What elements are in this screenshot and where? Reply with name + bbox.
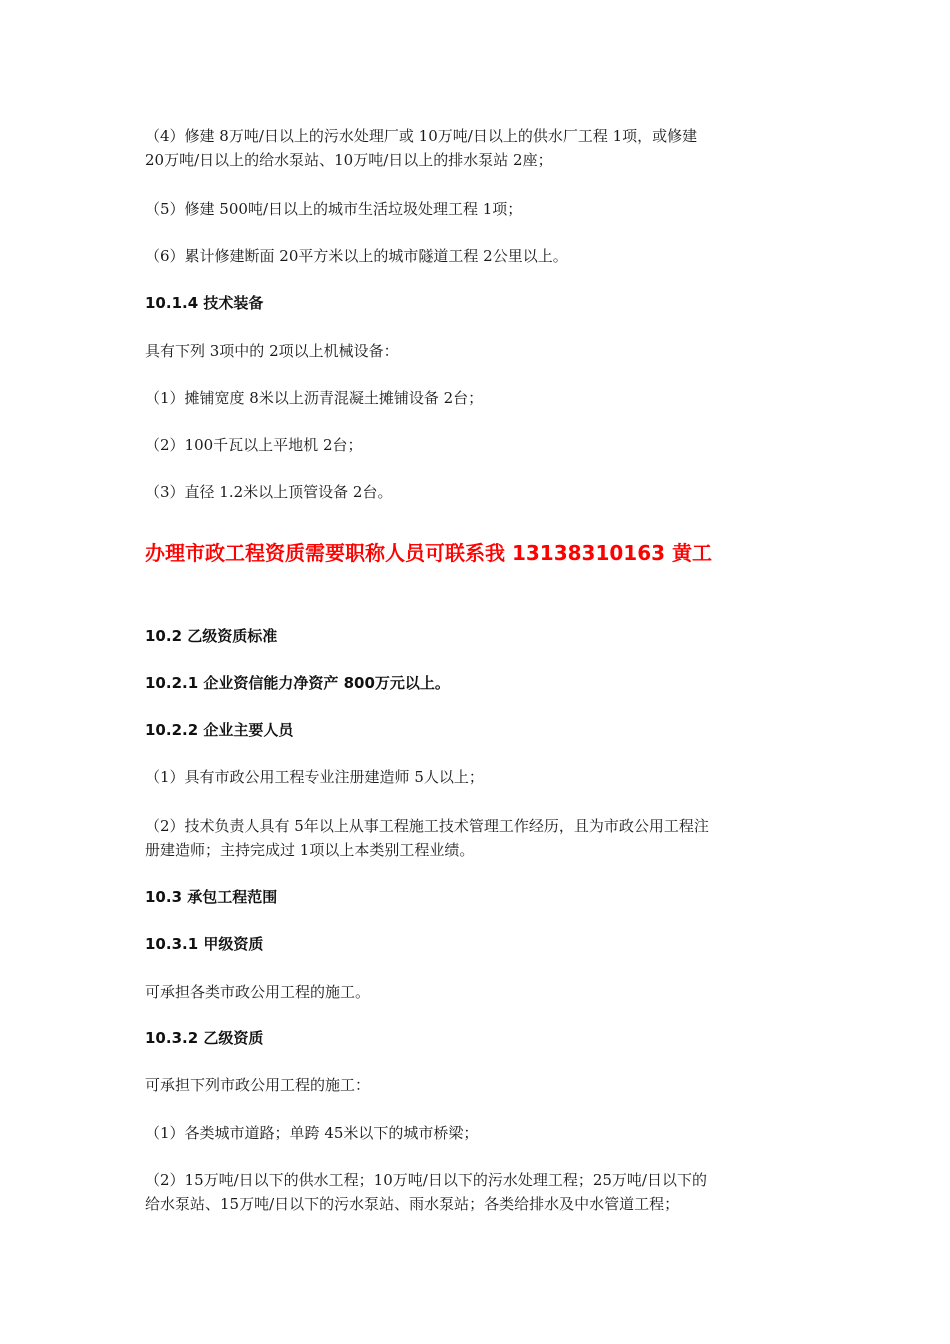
grade-b-scope-item-2-line-1: （2）15万吨/日以下的供水工程；10万吨/日以下的污水处理工程；25万吨/日以下的 [145, 1171, 707, 1189]
personnel-item-2-line-1: （2）技术负责人具有 5年以上从事工程施工技术管理工作经历，且为市政公用工程注 [145, 817, 709, 835]
section-10-3-1-heading: 10.3.1 甲级资质 [145, 935, 264, 953]
equipment-item-3: （3）直径 1.2米以上顶管设备 2台。 [145, 483, 393, 501]
personnel-item-2-line-2: 册建造师；主持完成过 1项以上本类别工程业绩。 [145, 841, 475, 859]
grade-a-scope: 可承担各类市政公用工程的施工。 [145, 983, 371, 1001]
section-10-2-2-heading: 10.2.2 企业主要人员 [145, 721, 294, 739]
grade-b-scope-item-1: （1）各类城市道路；单跨 45米以下的城市桥梁； [145, 1124, 479, 1142]
section-10-2-1-heading: 10.2.1 企业资信能力净资产 800万元以上。 [145, 674, 450, 692]
personnel-item-1: （1）具有市政公用工程专业注册建造师 5人以上； [145, 768, 484, 786]
section-10-2-heading: 10.2 乙级资质标准 [145, 627, 278, 645]
section-10-1-4-heading: 10.1.4 技术装备 [145, 294, 264, 312]
section-10-3-2-heading: 10.3.2 乙级资质 [145, 1029, 264, 1047]
equipment-intro: 具有下列 3项中的 2项以上机械设备： [145, 342, 399, 360]
item-4-line-2: 20万吨/日以上的给水泵站、10万吨/日以上的排水泵站 2座； [145, 151, 553, 169]
item-4-paragraph [145, 124, 810, 172]
personnel-item-2 [145, 814, 810, 862]
grade-b-scope-item-2 [145, 1168, 810, 1216]
equipment-item-1: （1）摊铺宽度 8米以上沥青混凝土摊铺设备 2台； [145, 389, 484, 407]
section-10-3-heading: 10.3 承包工程范围 [145, 888, 278, 906]
equipment-item-2: （2）100千瓦以上平地机 2台； [145, 436, 363, 454]
item-4-line-1: （4）修建 8万吨/日以上的污水处理厂或 10万吨/日以上的供水厂工程 1项，或修建 [145, 127, 698, 145]
contact-banner: 办理市政工程资质需要职称人员可联系我 13138310163 黄工 [145, 541, 713, 565]
item-6-paragraph: （6）累计修建断面 20平方米以上的城市隧道工程 2公里以上。 [145, 247, 568, 265]
grade-b-scope-intro: 可承担下列市政公用工程的施工： [145, 1076, 371, 1094]
item-5-paragraph: （5）修建 500吨/日以上的城市生活垃圾处理工程 1项； [145, 200, 523, 218]
grade-b-scope-item-2-line-2: 给水泵站、15万吨/日以下的污水泵站、雨水泵站；各类给排水及中水管道工程； [145, 1195, 680, 1213]
